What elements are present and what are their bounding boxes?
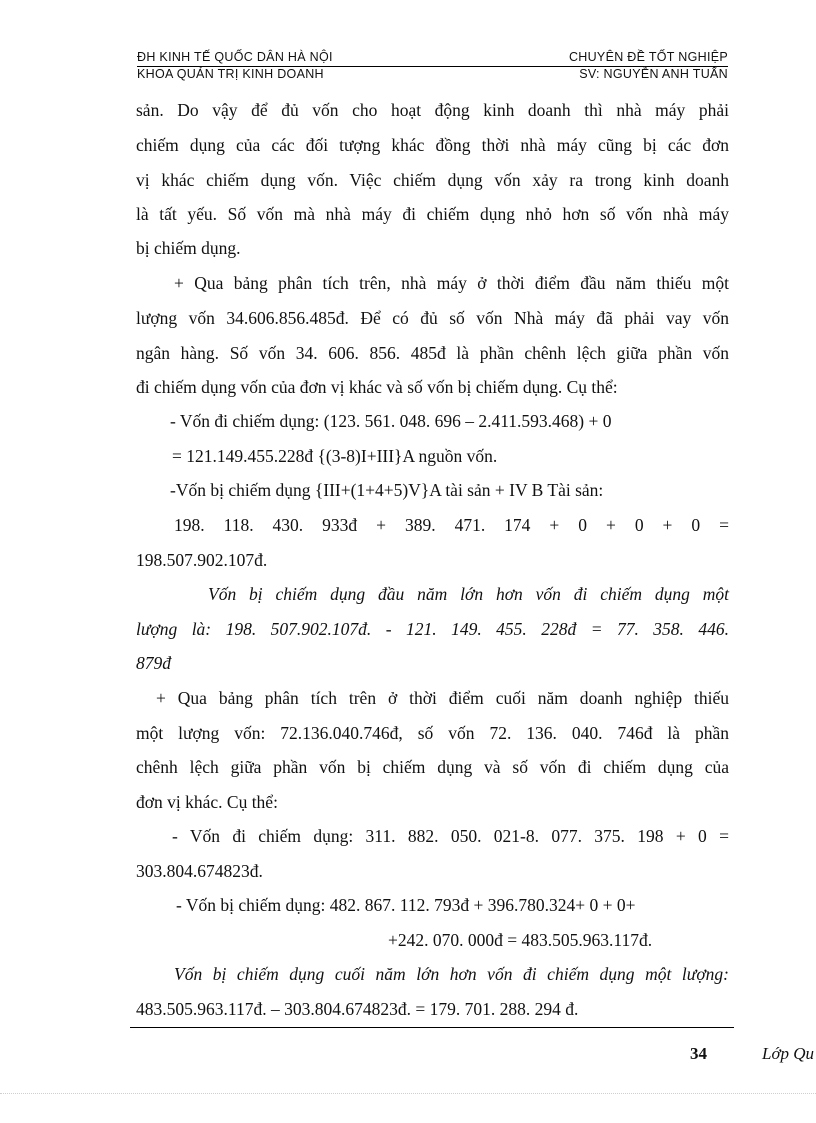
- text-line: đi chiếm dụng vốn của đơn vị khác và số vốn bị chiếm dụng. Cụ thể:: [136, 377, 618, 397]
- text-line: 483.505.963.117đ. – 303.804.674823đ. = 179. 701. 288. 294 đ.: [136, 999, 579, 1019]
- footer-rule: [130, 1027, 734, 1028]
- text-line: là tất yếu. Số vốn mà nhà máy đi chiếm dụng nhỏ hơn số vốn nhà máy: [136, 204, 729, 224]
- text-line: ngân hàng. Số vốn 34. 606. 856. 485đ là phần chênh lệch giữa phần vốn: [136, 343, 729, 363]
- text-line: - Vốn đi chiếm dụng: 311. 882. 050. 021-8. 077. 375. 198 + 0 =: [172, 826, 729, 846]
- text-line: Vốn bị chiếm dụng đầu năm lớn hơn vốn đi chiếm dụng một: [208, 584, 729, 604]
- header-row-1: [137, 50, 728, 67]
- header-row-2: [137, 67, 728, 83]
- text-line: = 121.149.455.228đ {(3-8)I+III}A nguồn vốn.: [172, 446, 498, 466]
- text-line: 198.507.902.107đ.: [136, 550, 268, 570]
- text-line: lượng vốn 34.606.856.485đ. Để có đủ số vốn Nhà máy đã phải vay vốn: [136, 308, 729, 328]
- text-line: vị khác chiếm dụng vốn. Việc chiếm dụng vốn xảy ra trong kinh doanh: [136, 170, 729, 190]
- text-line: đơn vị khác. Cụ thể:: [136, 792, 278, 812]
- text-line: 879đ: [136, 653, 171, 673]
- text-line: 303.804.674823đ.: [136, 861, 263, 881]
- text-line: chiếm dụng của các đối tượng khác đồng thời nhà máy cũng bị các đơn: [136, 135, 729, 155]
- text-line: - Vốn bị chiếm dụng: 482. 867. 112. 793đ + 396.780.324+ 0 + 0+: [176, 895, 636, 915]
- header-faculty: KHOA QUẢN TRỊ KINH DOANH: [137, 67, 324, 81]
- text-line: sản. Do vậy để đủ vốn cho hoạt động kinh doanh thì nhà máy phải: [136, 100, 729, 120]
- text-line: lượng là: 198. 507.902.107đ. - 121. 149. 455. 228đ = 77. 358. 446.: [136, 619, 729, 639]
- footer-class-label: Lớp Qu: [762, 1044, 815, 1063]
- text-line: Vốn bị chiếm dụng cuối năm lớn hơn vốn đi chiếm dụng một lượng:: [174, 964, 729, 984]
- text-line: -Vốn bị chiếm dụng {III+(1+4+5)V}A tài sản + IV B Tài sản:: [170, 480, 604, 500]
- text-line: - Vốn đi chiếm dụng: (123. 561. 048. 696 – 2.411.593.468) + 0: [170, 411, 612, 431]
- text-line: + Qua bảng phân tích trên, nhà máy ở thời điểm đầu năm thiếu một: [174, 273, 729, 293]
- text-line: + Qua bảng phân tích trên ở thời điểm cuối năm doanh nghiệp thiếu: [156, 688, 729, 708]
- text-line: 198. 118. 430. 933đ + 389. 471. 174 + 0 + 0 + 0 =: [174, 515, 729, 535]
- text-line: +242. 070. 000đ = 483.505.963.117đ.: [388, 930, 653, 950]
- header-university: ĐH KINH TẾ QUỐC DÂN HÀ NỘI: [137, 50, 333, 64]
- text-line: bị chiếm dụng.: [136, 238, 241, 258]
- header-doc-type: CHUYÊN ĐỀ TỐT NGHIỆP: [568, 50, 728, 64]
- page-number: 34: [690, 1044, 707, 1063]
- text-line: chênh lệch giữa phần vốn bị chiếm dụng và số vốn đi chiếm dụng của: [136, 757, 729, 777]
- text-line: một lượng vốn: 72.136.040.746đ, số vốn 72. 136. 040. 746đ là phần: [136, 723, 729, 743]
- header-student: SV: NGUYỄN ANH TUẤN: [579, 67, 728, 81]
- page-boundary: [0, 1093, 816, 1094]
